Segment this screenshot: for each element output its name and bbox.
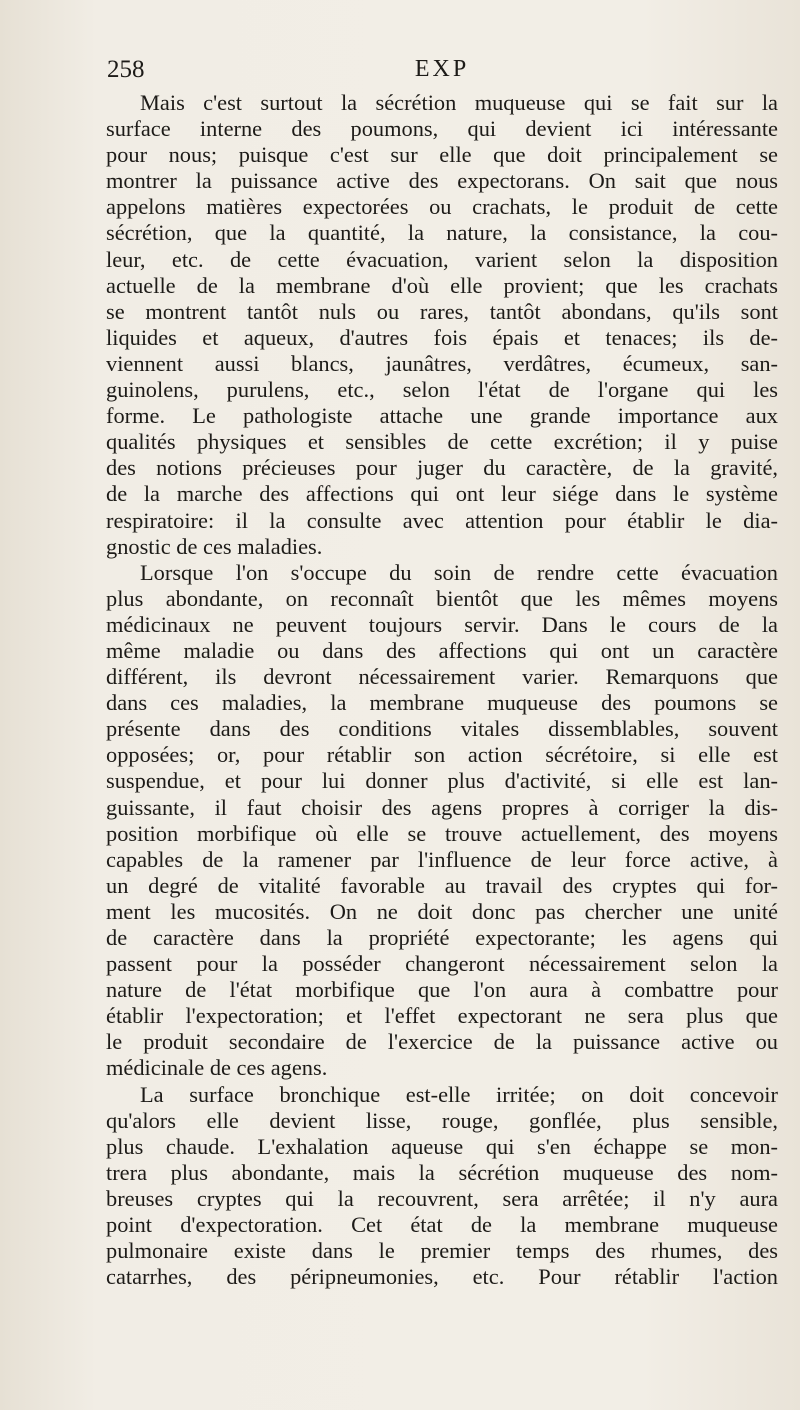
text-line: Lorsque l'on s'occupe du soin de rendre cette évacuation	[140, 559, 778, 585]
text-line: nature de l'état morbifique que l'on aura à combattre pour	[106, 977, 778, 1003]
text-line: montrer la puissance active des expectorans. On sait que nous	[106, 168, 778, 194]
body-text	[106, 90, 778, 1290]
text-line: respiratoire: il la consulte avec attention pour établir le dia-	[106, 507, 778, 533]
text-line: catarrhes, des péripneumonies, etc. Pour rétablir l'action	[106, 1264, 778, 1290]
text-line: même maladie ou dans des affections qui ont un caractère	[106, 637, 778, 663]
text-line: leur, etc. de cette évacuation, varient selon la disposition	[106, 246, 778, 272]
text-line: qualités physiques et sensibles de cette excrétion; il y puise	[106, 429, 778, 455]
text-line: viennent aussi blancs, jaunâtres, verdâtres, écumeux, san-	[106, 350, 778, 376]
running-head: EXP	[414, 56, 470, 82]
text-line: surface interne des poumons, qui devient ici intéressante	[106, 116, 778, 142]
text-line: breuses cryptes qui la recouvrent, sera arrêtée; il n'y aura	[106, 1185, 778, 1211]
text-line: dans ces maladies, la membrane muqueuse des poumons se	[106, 690, 778, 716]
text-line: gnostic de ces maladies.	[106, 533, 323, 559]
text-line: de la marche des affections qui ont leur siége dans le système	[106, 481, 778, 507]
text-line: liquides et aqueux, d'autres fois épais et tenaces; ils de-	[106, 324, 778, 350]
text-line: actuelle de la membrane d'où elle provient; que les crachats	[106, 272, 778, 298]
text-line: point d'expectoration. Cet état de la membrane muqueuse	[106, 1212, 778, 1238]
text-line: capables de la ramener par l'influence de leur force active, à	[106, 846, 778, 872]
text-line: passent pour la posséder changeront nécessairement selon la	[106, 951, 778, 977]
text-line: forme. Le pathologiste attache une grande importance aux	[106, 403, 778, 429]
text-line: guinolens, purulens, etc., selon l'état de l'organe qui les	[106, 377, 778, 403]
text-line: différent, ils devront nécessairement varier. Remarquons que	[106, 664, 778, 690]
text-line: appelons matières expectorées ou crachats, le produit de cette	[106, 194, 778, 220]
text-line: présente dans des conditions vitales dissemblables, souvent	[106, 716, 778, 742]
text-line: pulmonaire existe dans le premier temps des rhumes, des	[106, 1238, 778, 1264]
text-line: qu'alors elle devient lisse, rouge, gonflée, plus sensible,	[106, 1107, 778, 1133]
page-header	[107, 56, 777, 90]
text-line: Mais c'est surtout la sécrétion muqueuse qui se fait sur la	[140, 90, 778, 115]
text-line: opposées; or, pour rétablir son action sécrétoire, si elle est	[106, 742, 778, 768]
text-line: plus chaude. L'exhalation aqueuse qui s'en échappe se mon-	[106, 1133, 778, 1159]
text-line: guissante, il faut choisir des agens propres à corriger la dis-	[106, 794, 778, 820]
text-line: un degré de vitalité favorable au travail des cryptes qui for-	[106, 872, 778, 898]
text-line: de caractère dans la propriété expectorante; les agens qui	[106, 925, 778, 950]
page-number: 258	[107, 56, 145, 83]
text-line: se montrent tantôt nuls ou rares, tantôt abondans, qu'ils sont	[106, 298, 778, 324]
text-line: sécrétion, que la quantité, la nature, la consistance, la cou-	[106, 220, 778, 246]
text-line: le produit secondaire de l'exercice de la puissance active ou	[106, 1029, 778, 1055]
text-line: plus abondante, on reconnaît bientôt que les mêmes moyens	[106, 585, 778, 611]
text-line: médicinaux ne peuvent toujours servir. Dans le cours de la	[106, 611, 778, 637]
text-line: médicinale de ces agens.	[106, 1055, 328, 1081]
text-line: suspendue, et pour lui donner plus d'activité, si elle est lan-	[106, 768, 778, 794]
text-line: établir l'expectoration; et l'effet expectorant ne sera plus que	[106, 1003, 778, 1029]
text-line: trera plus abondante, mais la sécrétion muqueuse des nom-	[106, 1159, 778, 1185]
text-line: ment les mucosités. On ne doit donc pas chercher une unité	[106, 898, 778, 924]
text-line: pour nous; puisque c'est sur elle que doit principalement se	[106, 142, 778, 168]
text-line: position morbifique où elle se trouve actuellement, des moyens	[106, 820, 778, 846]
text-line: des notions précieuses pour juger du caractère, de la gravité,	[106, 455, 778, 481]
text-line: La surface bronchique est-elle irritée; on doit concevoir	[140, 1081, 778, 1107]
